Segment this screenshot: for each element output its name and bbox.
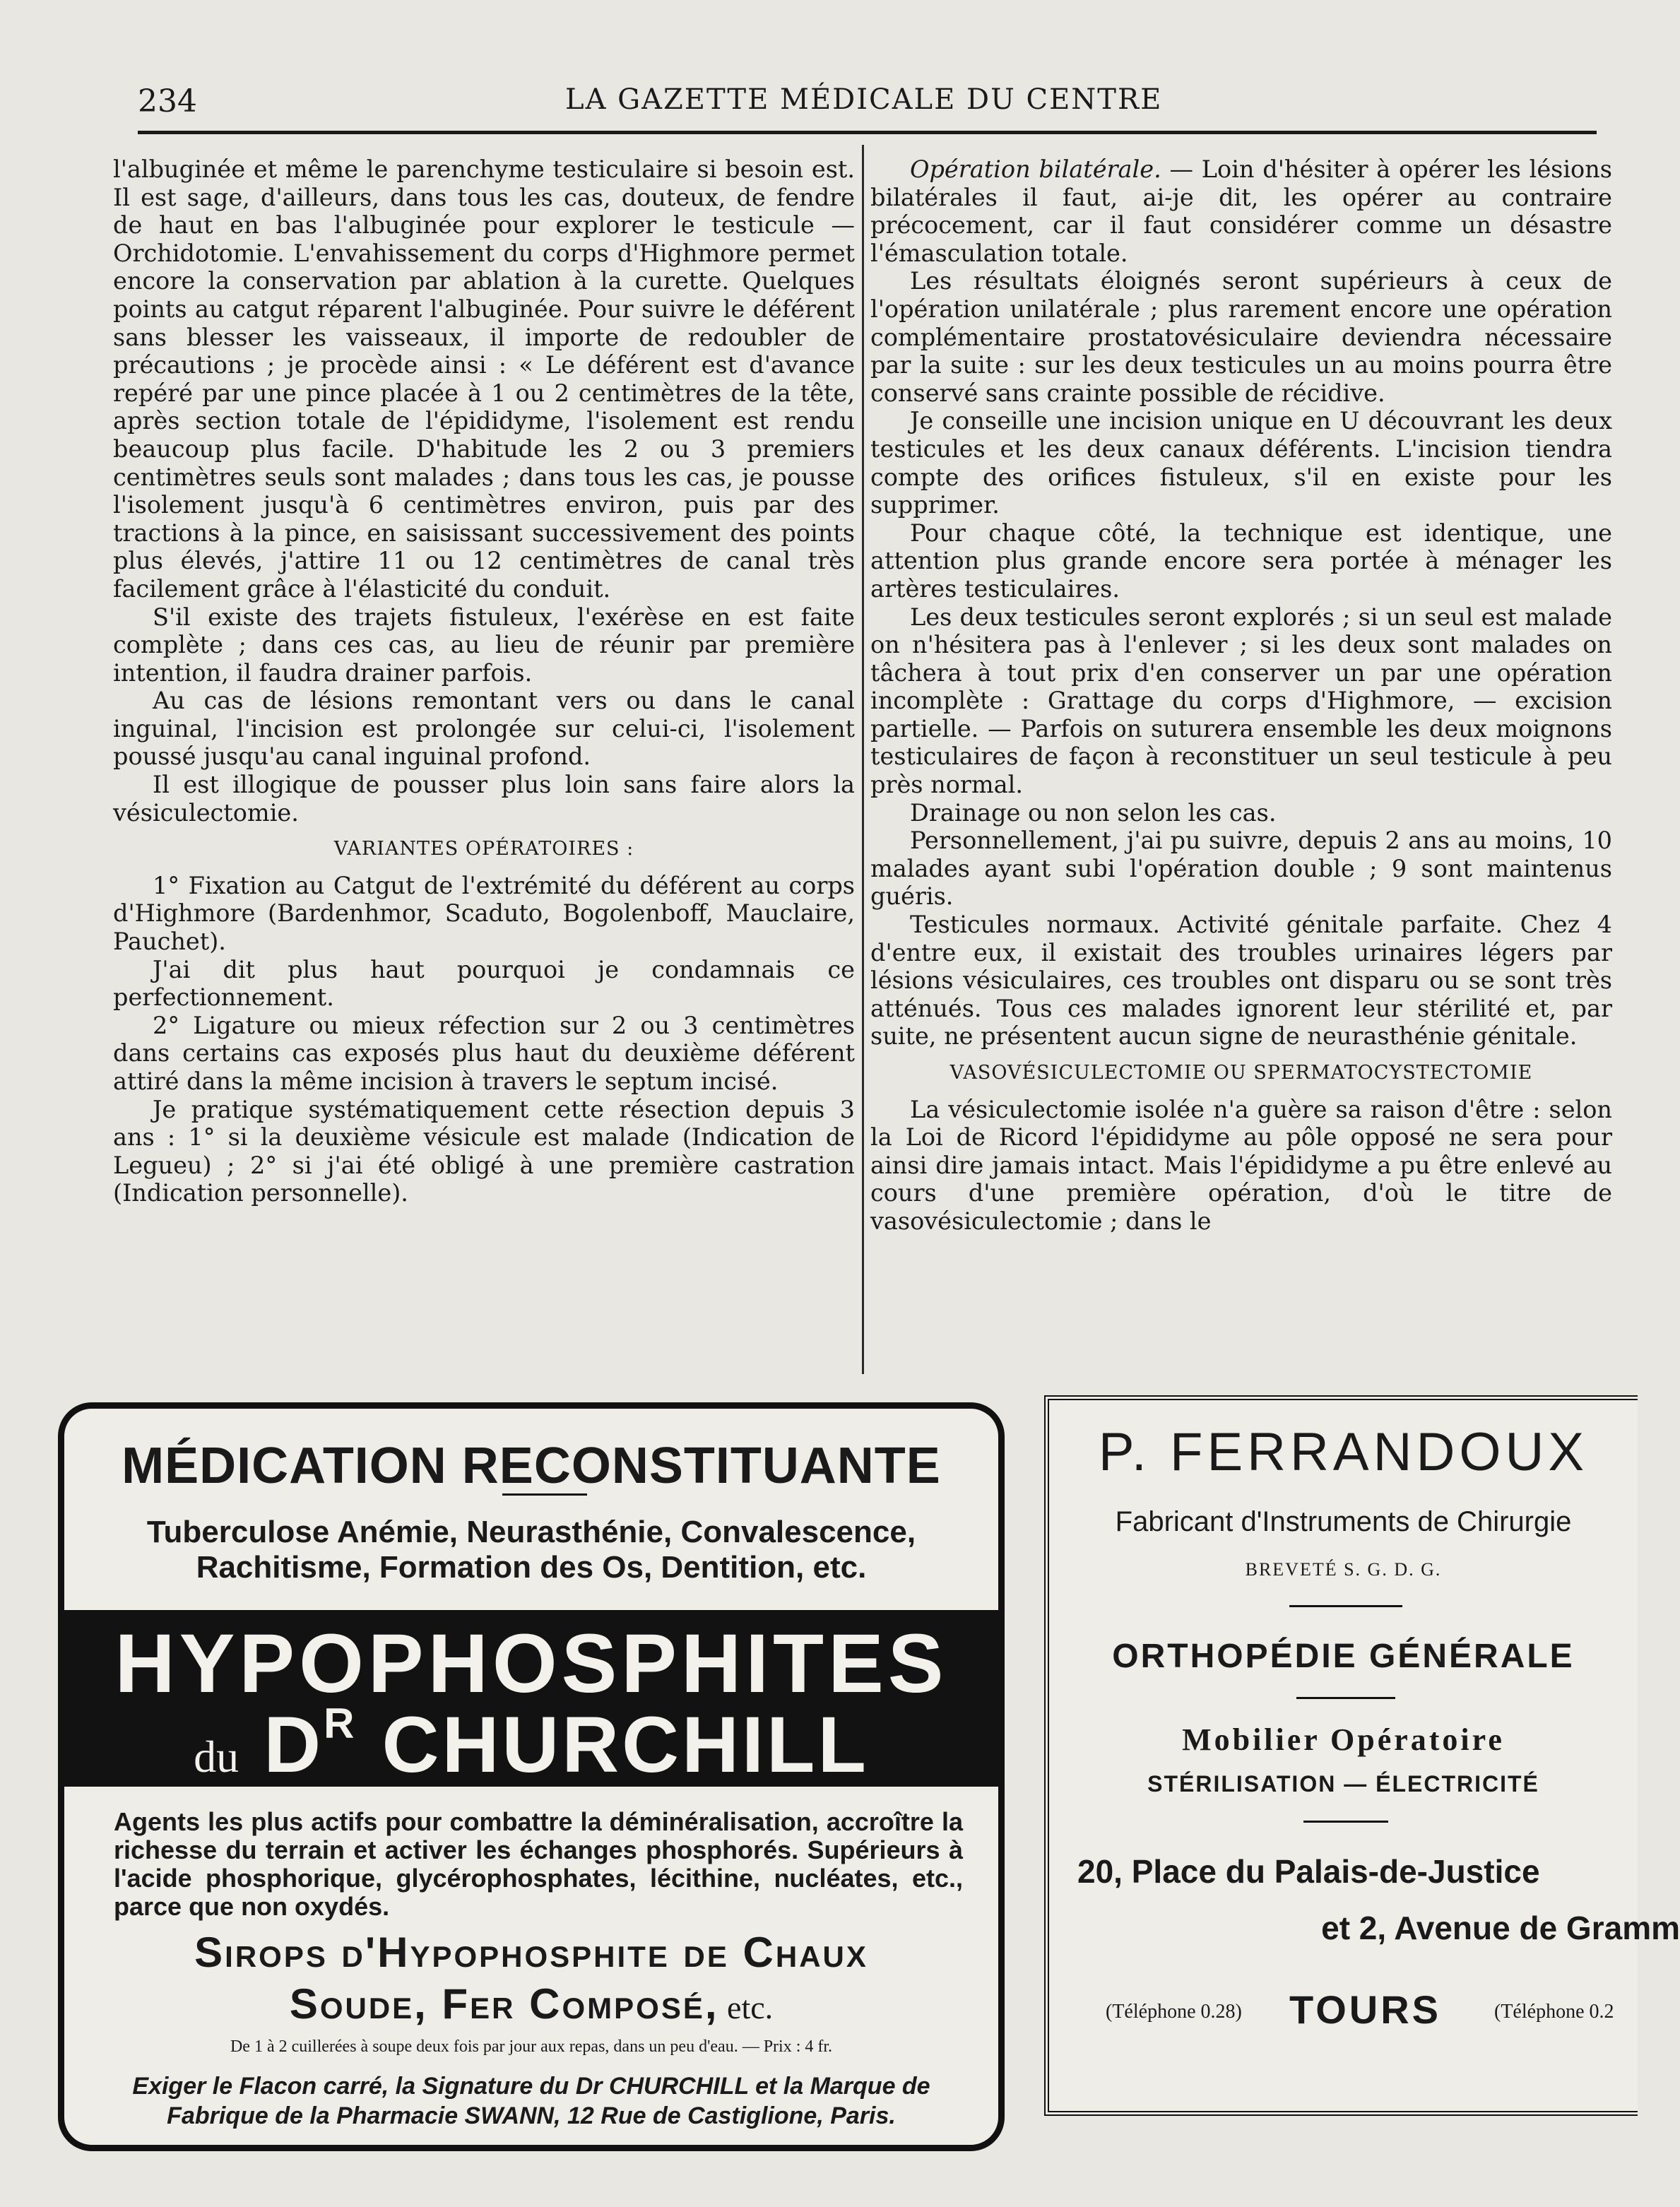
ornament-divider	[502, 1493, 587, 1496]
left-column	[113, 155, 855, 1207]
paragraph: Les résultats éloignés seront supérieurs à ceux de l'opération unilatérale ; plus rarement encore une opération complémentaire prostatovésiculaire deviendra nécessaire par la suite : sur les deux testicules un au moins pourra être conservé sans crainte possible de récidive.	[870, 267, 1612, 407]
paragraph: La vésiculectomie isolée n'a guère sa raison d'être : selon la Loi de Ricord l'épididyme au pôle opposé ne sera pour ainsi dire jamais intact. Mais l'épididyme a pu être enlevé au cours d'une première opération, d'où le titre de vasovésiculectomie ; dans le	[870, 1095, 1612, 1235]
ornament-divider	[1303, 1821, 1388, 1823]
ad-address-line1: 20, Place du Palais-de-Justice	[1077, 1853, 1540, 1890]
ad-soude-text: Soude, Fer Composé,	[289, 1980, 719, 2028]
right-column	[870, 155, 1612, 1236]
product-banner	[58, 1610, 1005, 1787]
italic-lead: Opération bilatérale.	[910, 155, 1161, 183]
ad-services: STÉRILISATION — ÉLECTRICITÉ	[1147, 1771, 1539, 1797]
ad-phone-1: (Téléphone 0.28)	[1106, 2001, 1242, 2023]
paragraph: 1° Fixation au Catgut de l'extrémité du déférent au corps d'Highmore (Bardenhmor, Scaduto, Bogolenboff, Mauclaire, Pauchet).	[113, 871, 855, 956]
paragraph: l'albuginée et même le parenchyme testiculaire si besoin est. Il est sage, d'ailleurs, dans tous les cas, douteux, de fendre de haut en bas l'albuginée pour explorer le testicule — Orchidotomie. L'envahissement du corps d'Highmore permet encore la conservation par ablation à la curette. Quelques points au catgut réparent l'albuginée. Pour suivre le déférent sans blesser les vaisseaux, il importe de redoubler de précautions ; je procède ainsi : « Le déférent est d'avance repéré par une pince placée à 1 ou 2 centimètres de la tête, après section totale de l'épididyme, l'isolement est rendu beaucoup plus facile. D'habitude les 2 ou 3 premiers centimètres seuls sont malades ; dans tous les cas, je pousse l'isolement jusqu'à 6 centimètres environ, puis par des tractions à la pince, en saisissant successivement des points plus élevés, j'attire 11 ou 12 centimètres de canal très facilement grâce à l'élasticité du conduit.	[113, 155, 855, 603]
ad-authenticity-notice: Exiger le Flacon carré, la Signature du Dr CHURCHILL et la Marque de Fabrique de la Pharmacie SWANN, 12 Rue de Castiglione, Paris.	[132, 2073, 930, 2129]
paragraph: Personnellement, j'ai pu suivre, depuis 2 ans au moins, 10 malades ayant subi l'opération double ; 9 sont maintenus guéris.	[870, 827, 1612, 911]
ad-specialty: ORTHOPÉDIE GÉNÉRALE	[1112, 1638, 1575, 1675]
ornament-divider	[1289, 1605, 1402, 1607]
ad-furniture: Mobilier Opératoire	[1182, 1722, 1505, 1757]
ad-patent: BREVETÉ S. G. D. G.	[1245, 1559, 1442, 1580]
paragraph: Pour chaque côté, la technique est identique, une attention plus grande encore sera portée à ménager les artères testiculaires.	[870, 519, 1612, 603]
running-title: LA GAZETTE MÉDICALE DU CENTRE	[565, 83, 1163, 116]
product-dr: D	[264, 1700, 324, 1789]
header-rule	[138, 131, 1597, 134]
page-number: 234	[138, 83, 197, 119]
paragraph-text: — Loin d'hésiter à opérer les lésions bilatérales il faut, ai-je dit, les opérer au contraire précocement, car il faut considérer comme un désastre l'émasculation totale.	[870, 155, 1612, 267]
ad-soude-etc: etc.	[718, 1989, 774, 2025]
ad-trade: Fabricant d'Instruments de Chirurgie	[1115, 1506, 1572, 1537]
product-brand	[58, 1699, 1005, 1790]
ornament-divider	[1296, 1697, 1395, 1699]
ad-address-line2: et 2, Avenue de Gramm	[1321, 1910, 1680, 1946]
paragraph: J'ai dit plus haut pourquoi je condamnais ce perfectionnement.	[113, 955, 855, 1012]
paragraph: Je pratique systématiquement cette résection depuis 3 ans : 1° si la deuxième vésicule est malade (Indication de Legueu) ; 2° si j'ai été obligé à une première castration (Indication personnelle).	[113, 1095, 855, 1207]
product-dr-sup: R	[324, 1700, 357, 1747]
paragraph: S'il existe des trajets fistuleux, l'exérèse en est faite complète ; dans ces cas, au lieu de réunir par première intention, il faudra drainer parfois.	[113, 603, 855, 687]
ad-soude	[64, 1980, 998, 2028]
paragraph: Testicules normaux. Activité génitale parfaite. Chez 4 d'entre eux, il existait des troubles urinaires légers par lésions vésiculaires, ces troubles ont disparu ou se sont très atténués. Tous ces malades ignorent leur stérilité et, par suite, ne présentent aucun signe de neurasthénie génitale.	[870, 911, 1612, 1051]
ad-headline: MÉDICATION RECONSTITUANTE	[122, 1438, 941, 1494]
advertisement-ferrandoux	[1044, 1395, 1680, 2116]
ad-city: TOURS	[1289, 1987, 1441, 2032]
section-heading: VASOVÉSICULECTOMIE OU SPERMATOCYSTECTOMIE	[950, 1062, 1533, 1084]
product-name: CHURCHILL	[381, 1700, 869, 1789]
paragraph: Il est illogique de pousser plus loin sans faire alors la vésiculectomie.	[113, 771, 855, 827]
column-divider	[862, 145, 864, 1374]
page-header	[138, 83, 1565, 126]
paragraph: Les deux testicules seront explorés ; si un seul est malade on n'hésitera pas à l'enlever ; si les deux sont malades on tâchera à tout prix d'en conserver un par une opération incomplète : Grattage du corps d'Highmore, — excision partielle. — Parfois on suturera ensemble les deux moignons testiculaires de façon à reconstituer un seul testicule à peu près normal.	[870, 603, 1612, 799]
ad-body-text: Agents les plus actifs pour combattre la déminéralisation, accroître la richesse du terrain et activer les échanges phosphorés. Supérieurs à l'acide phosphorique, glycérophosphates, lécithine, nucléates, etc., parce que non oxydés.	[114, 1807, 963, 1921]
paragraph	[870, 155, 1612, 267]
product-du: du	[194, 1732, 239, 1782]
ad-indications: Tuberculose Anémie, Neurasthénie, Convalescence, Rachitisme, Formation des Os, Dentition, etc.	[146, 1515, 916, 1585]
paragraph: 2° Ligature ou mieux réfection sur 2 ou 3 centimètres dans certains cas exposés plus haut du deuxième déférent attiré dans la même incision à travers le septum incisé.	[113, 1011, 855, 1095]
ad-sirops: Sirops d'Hypophosphite de Chaux	[194, 1929, 868, 1976]
paragraph: Drainage ou non selon les cas.	[910, 798, 1277, 827]
ad-phone-2: (Téléphone 0.2	[1494, 2001, 1614, 2023]
ad-dosage: De 1 à 2 cuillerées à soupe deux fois par jour aux repas, dans un peu d'eau. — Prix : 4 fr.	[230, 2037, 833, 2056]
paragraph: Au cas de lésions remontant vers ou dans le canal inguinal, l'incision est prolongée sur celui-ci, l'isolement poussé jusqu'au canal inguinal profond.	[113, 687, 855, 771]
advertisement-churchill	[58, 1402, 1005, 2151]
ad-company-name: P. FERRANDOUX	[1098, 1422, 1589, 1482]
product-title: HYPOPHOSPHITES	[114, 1617, 948, 1710]
section-heading: VARIANTES OPÉRATOIRES :	[333, 838, 634, 860]
paragraph: Je conseille une incision unique en U découvrant les deux testicules et les deux canaux déférents. L'incision tiendra compte des orifices fistuleux, s'il en existe pour les supprimer.	[870, 407, 1612, 519]
